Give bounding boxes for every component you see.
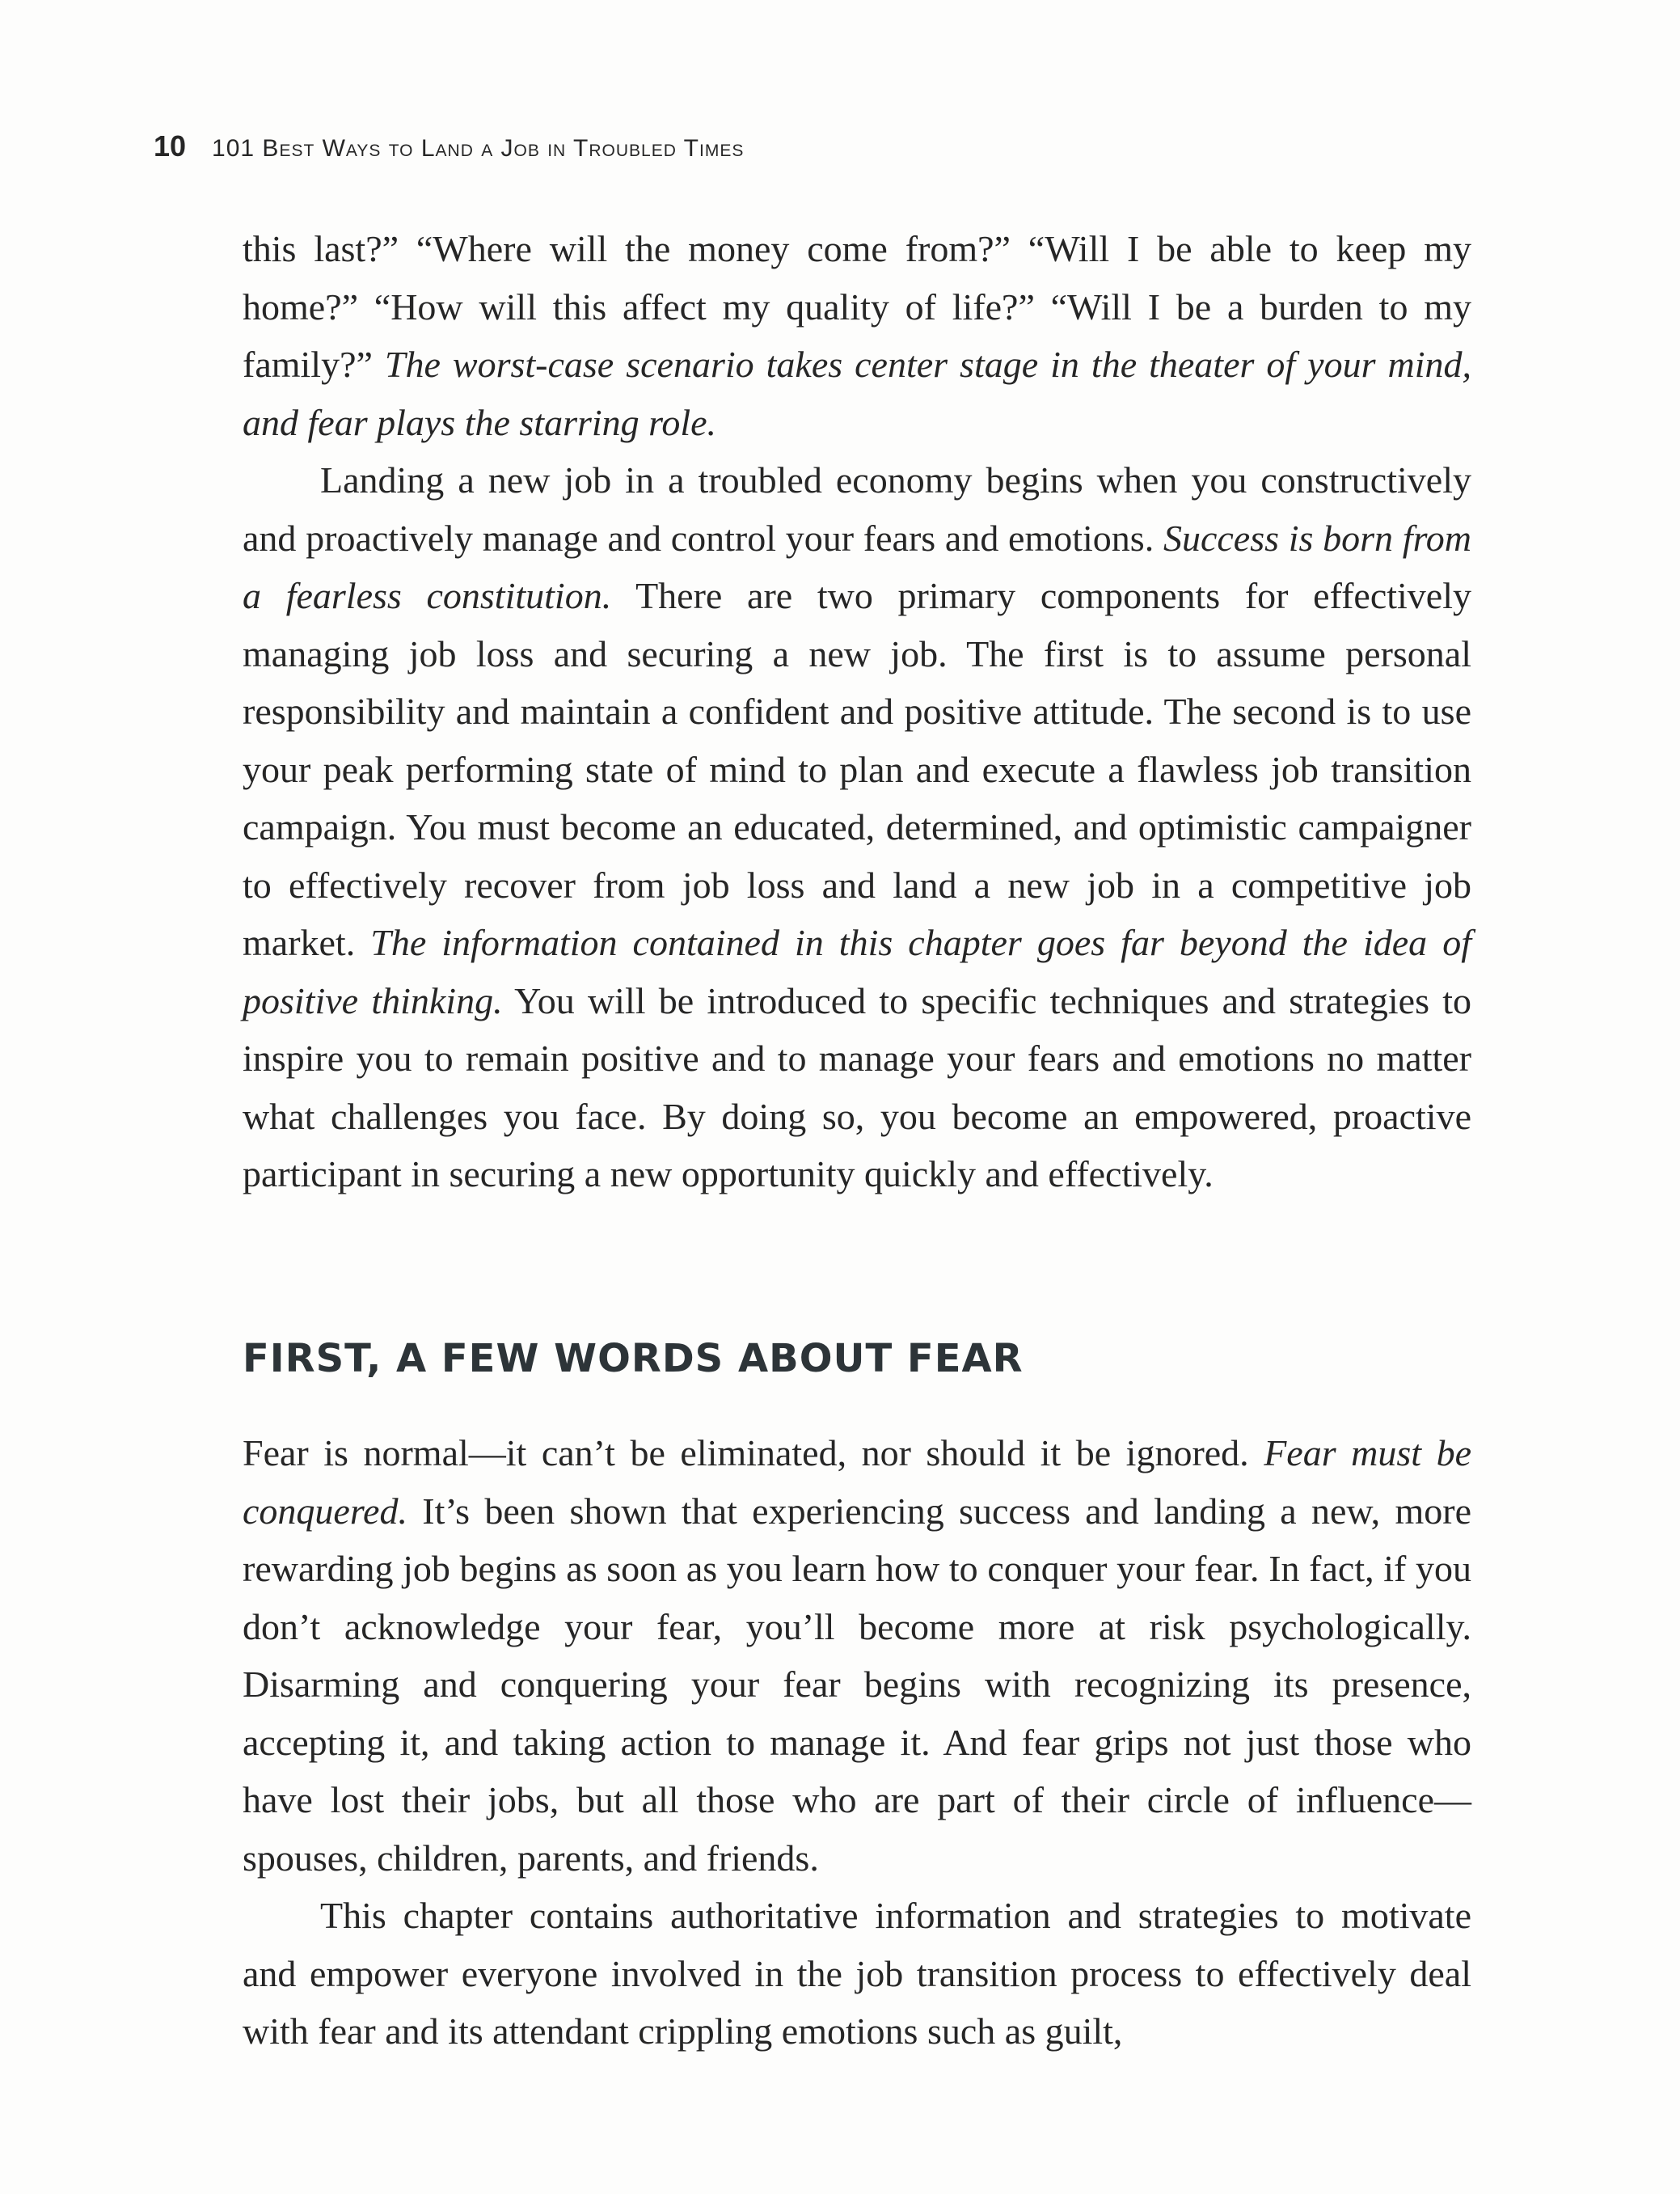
paragraph-continuation bbox=[243, 220, 1471, 451]
section-heading: FIRST, A FEW WORDS ABOUT FEAR bbox=[243, 1336, 1024, 1381]
paragraph bbox=[243, 1424, 1471, 1887]
paragraph-text: There are two primary components for effectively managing job loss and securing a new job. The first is to assume personal responsibility and maintain a confident and positive attitude. The second is to use your peak performing state of mind to plan and execute a flawless job transition campaign. You must become an educated, determined, and optimistic campaigner to effectively recover from job loss and land a new job in a competitive job market. bbox=[243, 575, 1472, 963]
paragraph-italic: Success is born from a fearless constitution. bbox=[243, 517, 1471, 616]
paragraph-italic: The worst-case scenario takes center stage in the theater of your mind, and fear plays the starring role. bbox=[243, 344, 1471, 443]
paragraph-italic: The information contained in this chapter goes far beyond the idea of positive thinking. bbox=[243, 922, 1471, 1021]
paragraph-text: This chapter contains authoritative information and strategies to motivate and empower everyone involved in the job transition process to effectively deal with fear and its attendant crippling emotions such as guilt, bbox=[243, 1895, 1471, 2052]
paragraph-text: this last?” “Where will the money come from?” “Will I be able to keep my home?” “How will this affect my quality of life?” “Will I be a burden to my family?” bbox=[243, 228, 1471, 385]
paragraph-italic: Fear must be conquered. bbox=[243, 1432, 1471, 1532]
paragraph-text: You will be introduced to specific techniques and strategies to inspire you to remain positive and to manage your fears and emotions no matter what challenges you face. By doing so, you become an empowered, proactive participant in securing a new opportunity quickly and effectively. bbox=[243, 979, 1471, 1194]
paragraph-text: Fear is normal—it can’t be eliminated, nor should it be ignored. bbox=[243, 1432, 1264, 1473]
paragraph bbox=[243, 451, 1471, 1203]
paragraph-text: Landing a new job in a troubled economy begins when you constructively and proactively manage and control your fears and emotions. bbox=[243, 459, 1471, 559]
body-text-top bbox=[243, 220, 1471, 1203]
book-title: 101 Best Ways to Land a Job in Troubled Times bbox=[212, 135, 745, 162]
body-text-bottom bbox=[243, 1424, 1471, 2061]
paragraph bbox=[243, 1887, 1471, 2061]
paragraph-text: It’s been shown that experiencing success and landing a new, more rewarding job begins as soon as you learn how to conquer your fear. In fact, if you don’t acknowledge your fear, you’ll become more at risk psychologically. Disarming and conquering your fear begins with recognizing its presence, accepting it, and taking action to manage it. And fear grips not just those who have lost their jobs, but all those who are part of their circle of influence—spouses, children, parents, and friends. bbox=[243, 1490, 1471, 1879]
running-head bbox=[154, 129, 744, 170]
page-number: 10 bbox=[154, 129, 187, 163]
